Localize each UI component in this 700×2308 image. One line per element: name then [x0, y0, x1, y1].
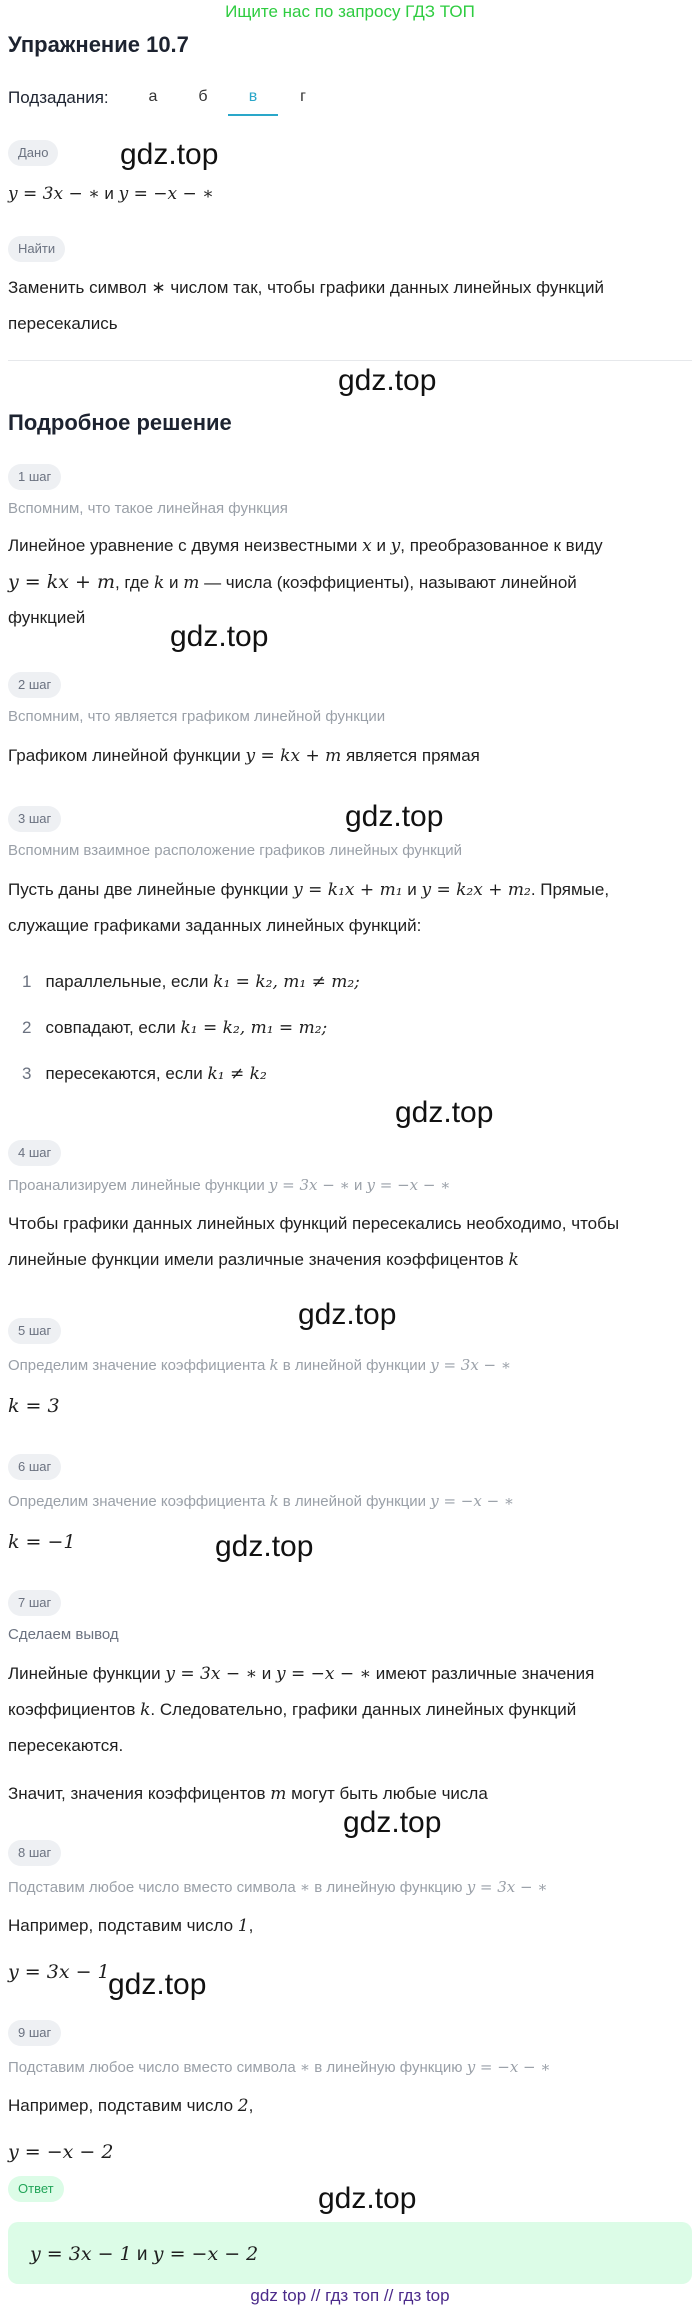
watermark: gdz.top	[343, 1806, 442, 1839]
step-7-line-3: пересекаются.	[8, 1736, 124, 1755]
math: y = k₂x + m₂	[421, 880, 531, 900]
list-item	[22, 964, 360, 1000]
text: Линейное уравнение с двумя неизвестными	[8, 536, 363, 555]
list-item	[22, 1010, 327, 1046]
step-8-line	[8, 1908, 253, 1944]
step-6-hint	[8, 1492, 514, 1510]
watermark: gdz.top	[170, 620, 269, 653]
math: y = 3x − 1	[30, 2243, 132, 2265]
list-number: 1	[22, 972, 32, 991]
step-1-line-2	[8, 564, 577, 601]
math: y = 3x − ∗	[165, 1664, 258, 1684]
math: y = 3x − ∗	[8, 184, 100, 204]
step-3-line-1	[8, 872, 609, 908]
tab-v[interactable]: в	[228, 80, 278, 116]
subtasks-label: Подзадания:	[8, 88, 109, 107]
math: 1	[237, 1916, 249, 1936]
step-7-line-1	[8, 1656, 594, 1692]
step-1-line-1	[8, 528, 603, 564]
math: y = k₁x + m₁	[293, 880, 403, 900]
text: ,	[248, 1916, 254, 1935]
math: y = 3x − ∗	[466, 1878, 548, 1896]
step-3-line-2: служащие графиками заданных линейных функций:	[8, 916, 422, 935]
text: в линейной функции	[278, 1493, 431, 1510]
math: y = −x − ∗	[275, 1664, 372, 1684]
watermark: gdz.top	[345, 800, 444, 833]
step-4-line-1: Чтобы графики данных линейных функций пересекались необходимо, чтобы	[8, 1214, 620, 1233]
math: m	[270, 1784, 287, 1804]
text: . Прямые,	[530, 880, 610, 899]
given-badge: Дано	[8, 140, 58, 166]
step-9-line	[8, 2088, 253, 2124]
text: в линейную функцию	[310, 2059, 467, 2076]
text: имеют различные значения	[371, 1664, 595, 1683]
find-text-2: пересекались	[8, 314, 118, 333]
step-5-badge: 5 шаг	[8, 1318, 61, 1344]
math: k	[140, 1700, 151, 1720]
watermark: gdz.top	[215, 1530, 314, 1563]
text: в линейной функции	[278, 1357, 431, 1374]
watermark: gdz.top	[318, 2182, 417, 2215]
find-text-1: Заменить символ ∗ числом так, чтобы графики данных линейных функций	[8, 278, 604, 297]
text: и	[104, 184, 114, 203]
watermark: gdz.top	[298, 1298, 397, 1331]
math: y = −x − ∗	[118, 184, 214, 204]
text: Пусть даны две линейные функции	[8, 880, 294, 899]
text: Подставим любое число вместо символа	[8, 2059, 300, 2076]
answer-text	[30, 2236, 258, 2273]
answer-badge: Ответ	[8, 2176, 64, 2202]
text: и	[371, 536, 391, 555]
text: и	[349, 1177, 367, 1194]
text: пересекаются, если	[45, 1064, 208, 1083]
text: , где	[114, 573, 154, 592]
step-8-hint	[8, 1878, 548, 1896]
footer-links[interactable]: gdz top // гдз топ // гдз top	[250, 2286, 450, 2305]
step-7-badge: 7 шаг	[8, 1590, 61, 1616]
text: в линейную функцию	[310, 1879, 467, 1896]
step-4-hint	[8, 1176, 450, 1194]
math: y = −x − 2	[152, 2243, 259, 2265]
list-number: 3	[22, 1064, 32, 1083]
step-1-badge: 1 шаг	[8, 464, 61, 490]
tab-g[interactable]: г	[300, 88, 306, 105]
step-7-line-2	[8, 1692, 576, 1728]
tab-a[interactable]: а	[148, 88, 158, 105]
tab-b[interactable]: б	[198, 88, 208, 105]
step-1-hint: Вспомним, что такое линейная функция	[8, 500, 288, 517]
step-2-line	[8, 738, 480, 774]
text: Значит, значения коэффицентов	[8, 1784, 271, 1803]
find-badge: Найти	[8, 236, 65, 262]
math: y = 3x − ∗	[268, 1176, 350, 1194]
text: коэффициентов	[8, 1700, 141, 1719]
math: y = kx + m	[245, 746, 342, 766]
math: ∗	[299, 2058, 311, 2076]
step-2-badge: 2 шаг	[8, 672, 61, 698]
list-number: 2	[22, 1018, 32, 1037]
step-5-hint	[8, 1356, 511, 1374]
math: k	[153, 573, 165, 593]
step-9-result: y = −x − 2	[8, 2141, 114, 2163]
text: Например, подставим число	[8, 1916, 238, 1935]
page-title: Упражнение 10.7	[8, 32, 189, 57]
math: k	[508, 1250, 519, 1270]
text: могут быть любые числа	[286, 1784, 488, 1803]
step-7-hint: Сделаем вывод	[8, 1626, 119, 1643]
text: Графиком линейной функции	[8, 746, 246, 765]
text: и	[164, 573, 184, 592]
step-1-line-3: функцией	[8, 608, 86, 627]
math: y = −x − ∗	[466, 2058, 551, 2076]
step-4-line-2	[8, 1242, 519, 1278]
text: — числа (коэффициенты), называют линейной	[199, 573, 577, 592]
text: и	[402, 880, 422, 899]
list-item	[22, 1056, 267, 1092]
watermark: gdz.top	[395, 1096, 494, 1129]
watermark: gdz.top	[120, 138, 219, 171]
step-5-result: k = 3	[8, 1395, 60, 1417]
text: . Следовательно, графики данных линейных функций	[150, 1700, 577, 1719]
step-8-badge: 8 шаг	[8, 1840, 61, 1866]
math: 2	[237, 2096, 249, 2116]
divider	[8, 360, 692, 361]
given-equations	[8, 176, 214, 212]
step-9-hint	[8, 2058, 551, 2076]
text: Подставим любое число вместо символа	[8, 1879, 300, 1896]
math: k₁ = k₂, m₁ = m₂;	[180, 1018, 328, 1038]
text: Например, подставим число	[8, 2096, 238, 2115]
text: и	[131, 2244, 153, 2265]
step-6-result: k = −1	[8, 1531, 76, 1553]
math: m	[183, 573, 200, 593]
text: совпадают, если	[45, 1018, 181, 1037]
watermark: gdz.top	[108, 1968, 207, 2001]
watermark: gdz.top	[338, 364, 437, 397]
math: y = −x − ∗	[366, 1176, 451, 1194]
text: является прямая	[341, 746, 480, 765]
math: ∗	[299, 1878, 311, 1896]
step-3-hint: Вспомним взаимное расположение графиков линейных функций	[8, 842, 463, 859]
text: и	[257, 1664, 276, 1683]
math: y	[390, 536, 401, 556]
math: y = −x − ∗	[430, 1492, 515, 1510]
top-banner-link[interactable]: Ищите нас по запросу ГДЗ ТОП	[225, 2, 475, 21]
text: Определим значение коэффициента	[8, 1493, 270, 1510]
text: , преобразованное к виду	[400, 536, 603, 555]
step-4-badge: 4 шаг	[8, 1140, 61, 1166]
step-6-badge: 6 шаг	[8, 1454, 61, 1480]
math: x	[362, 536, 372, 556]
step-8-result: y = 3x − 1	[8, 1961, 110, 1983]
text: ,	[248, 2096, 254, 2115]
text: параллельные, если	[45, 972, 214, 991]
math: k₁ ≠ k₂	[207, 1064, 267, 1084]
text: линейные функции имели различные значения коэффицентов	[8, 1250, 509, 1269]
step-2-hint: Вспомним, что является графиком линейной функции	[8, 708, 386, 725]
text: Проанализируем линейные функции	[8, 1177, 269, 1194]
text: Определим значение коэффициента	[8, 1357, 270, 1374]
step-9-badge: 9 шаг	[8, 2020, 61, 2046]
math: y = kx + m	[8, 571, 115, 593]
math: y = 3x − ∗	[430, 1356, 512, 1374]
text: Линейные функции	[8, 1664, 166, 1683]
math: k	[269, 1492, 279, 1510]
solution-title: Подробное решение	[8, 410, 232, 435]
math: k	[269, 1356, 279, 1374]
step-3-badge: 3 шаг	[8, 806, 61, 832]
math: k₁ = k₂, m₁ ≠ m₂;	[213, 972, 360, 992]
